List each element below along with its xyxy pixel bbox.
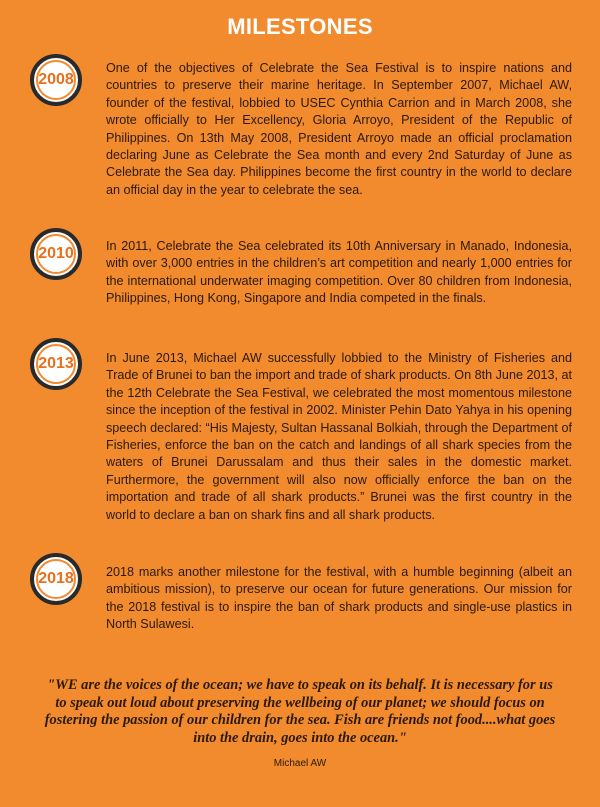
year-badge-ring	[36, 559, 76, 599]
year-label: 2013	[38, 355, 74, 372]
milestone-text: In June 2013, Michael AW successfully lobbied to the Ministry of Fisheries and Trade of Brunei to ban the import and trade of shark products. On 8th June 2013, at the 12th Celebrate the Sea Festival, we celebrated the most momentous milestone since the inception of the festival in 2002. Minister Pehin Dato Yahya in his opening speech declared: “His Majesty, Sultan Hassanal Bolkiah, through the Department of Fisheries, enforce the ban on the catch and landings of all shark species from the waters of Brunei Darussalam and thus their sales in the domestic market. Furthermore, the government will also now officially enforce the ban on the importation and trade of all shark products.” Brunei was the first country in the world to declare a ban on shark fins and all shark products.	[106, 351, 572, 522]
year-badge-ring	[36, 60, 76, 100]
year-label: 2008	[38, 71, 74, 88]
year-badge-ring	[36, 344, 76, 384]
year-badge	[30, 228, 82, 280]
year-badge	[30, 54, 82, 106]
year-badge	[30, 338, 82, 390]
milestone-text: In 2011, Celebrate the Sea celebrated its 10th Anniversary in Manado, Indonesia, with over 3,000 entries in the children’s art competition and nearly 1,000 entries for the international underwater imaging competition. Over 80 children from Indonesia, Philippines, Hong Kong, Singapore and India competed in the finals.	[106, 239, 572, 306]
year-label: 2018	[38, 570, 74, 587]
quote-author: Michael AW	[273, 758, 327, 769]
page-title: MILESTONES	[227, 14, 373, 39]
year-badge-ring	[36, 234, 76, 274]
milestone-text: One of the objectives of Celebrate the Sea Festival is to inspire nations and countries to preserve their marine heritage. In September 2007, Michael AW, founder of the festival, lobbied to USEC Cynthia Carrion and in March 2008, she wrote officially to Her Excellency, Gloria Arroyo, President of the Republic of Philippines. On 13th May 2008, President Arroyo made an official proclamation declaring June as Celebrate the Sea month and every 2nd Saturday of June as Celebrate the Sea day. Philippines become the first country in the world to declare an official day in the year to celebrate the sea.	[106, 61, 572, 197]
year-label: 2010	[38, 245, 74, 262]
founder-quote: "WE are the voices of the ocean; we have to speak on its behalf. It is necessary for us to speak out loud about preserving the wellbeing of our planet; we should focus on fostering the passion of our children for the sea. Fish are friends not food....what goes into the drain, goes into the ocean."	[44, 677, 556, 746]
milestone-text: 2018 marks another milestone for the festival, with a humble beginning (albeit an ambitious mission), to preserve our ocean for future generations. Our mission for the 2018 festival is to inspire the ban of shark products and single-use plastics in North Sulawesi.	[106, 565, 572, 632]
year-badge	[30, 553, 82, 605]
